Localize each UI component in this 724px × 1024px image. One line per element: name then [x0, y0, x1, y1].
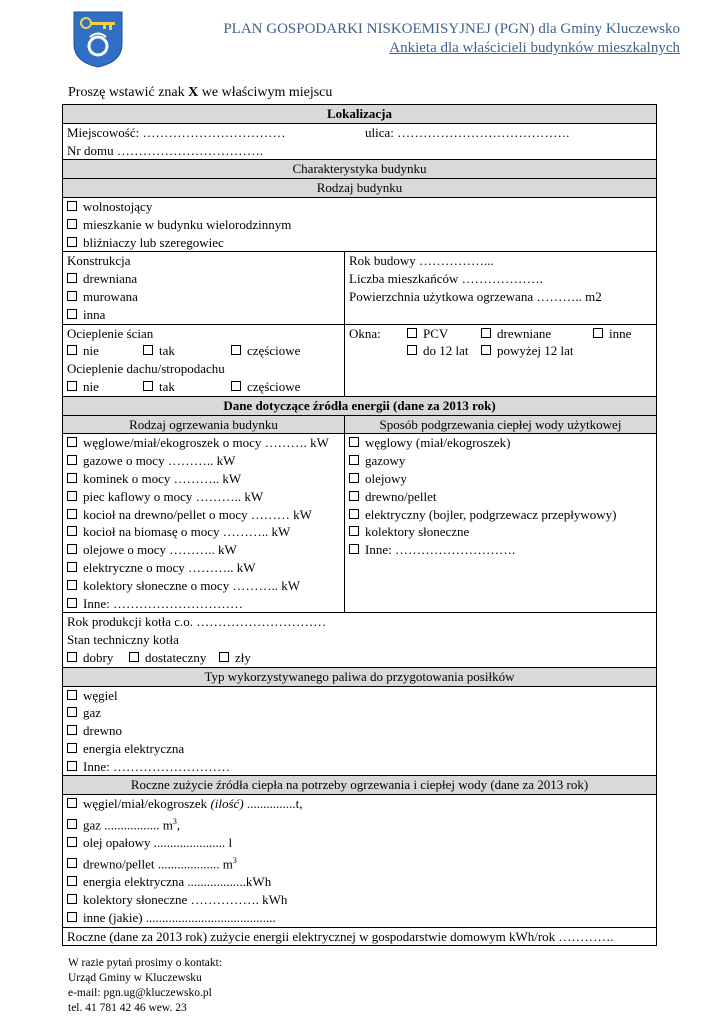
checkbox[interactable] [67, 219, 77, 229]
ogrzewanie-item[interactable]: gazowe o mocy ……….. kW [67, 452, 340, 470]
dach-nie[interactable]: nie [67, 378, 143, 396]
section-energia: Dane dotyczące źródła energii (dane za 2013 rok) [63, 396, 657, 415]
checkbox[interactable] [67, 598, 77, 608]
checkbox[interactable] [67, 291, 77, 301]
dach-tak[interactable]: tak [143, 378, 231, 396]
checkbox[interactable] [231, 345, 241, 355]
checkbox[interactable] [143, 381, 153, 391]
option-drewniana[interactable]: drewniana [67, 270, 340, 288]
woda-item[interactable]: drewno/pellet [349, 488, 652, 506]
zuzycie-kolektory[interactable]: kolektory słoneczne ……………. kWh [67, 891, 652, 909]
footer-email: e-mail: pgn.ug@kluczewsko.pl [68, 987, 212, 999]
checkbox[interactable] [143, 345, 153, 355]
checkbox[interactable] [349, 437, 359, 447]
checkbox[interactable] [67, 876, 77, 886]
checkbox[interactable] [67, 761, 77, 771]
konstrukcja-label: Konstrukcja [67, 253, 131, 269]
checkbox[interactable] [67, 437, 77, 447]
sciany-czesciowe[interactable]: częściowe [231, 342, 300, 360]
rok-budowy-field[interactable]: Rok budowy ……………... [349, 253, 494, 269]
gmina-coat-of-arms [72, 10, 124, 68]
checkbox[interactable] [67, 798, 77, 808]
zuzycie-inne[interactable]: inne (jakie) ........................................ [67, 909, 652, 927]
okna-label: Okna: [349, 325, 381, 341]
checkbox[interactable] [67, 858, 77, 868]
checkbox[interactable] [67, 345, 77, 355]
section-paliwo: Typ wykorzystywanego paliwa do przygotowania posiłków [63, 667, 657, 686]
checkbox[interactable] [349, 473, 359, 483]
checkbox[interactable] [67, 455, 77, 465]
checkbox[interactable] [67, 743, 77, 753]
paliwo-options [63, 686, 657, 776]
okna-powyzej-12-lat[interactable]: powyżej 12 lat [481, 342, 574, 360]
checkbox[interactable] [407, 328, 417, 338]
paliwo-item[interactable]: drewno [67, 722, 652, 740]
okna-pcv[interactable]: PCV [407, 325, 481, 343]
kociol-cell [63, 613, 657, 667]
okna-drewniane[interactable]: drewniane [481, 325, 593, 343]
zuzycie-drewno[interactable]: drewno/pellet ................... $m^3$ [67, 852, 652, 873]
checkbox[interactable] [67, 237, 77, 247]
checkbox[interactable] [67, 652, 77, 662]
option-blizniaczy[interactable]: bliźniaczy lub szeregowiec [67, 234, 652, 252]
ocieplenie-scian-label: Ocieplenie ścian [67, 325, 154, 341]
footer-line: Urząd Gminy w Kluczewsku [68, 972, 202, 984]
ogrzewanie-options [63, 434, 345, 613]
paliwo-item[interactable]: energia elektryczna [67, 740, 652, 758]
liczba-mieszkancow-field[interactable]: Liczba mieszkańców ………………. [349, 271, 543, 287]
contact-footer [68, 956, 222, 1016]
footer-line: W razie pytań prosimy o kontakt: [68, 957, 223, 969]
stan-zly[interactable]: zły [219, 649, 251, 667]
ogrzewanie-item[interactable]: olejowe o mocy ……….. kW [67, 541, 340, 559]
checkbox[interactable] [593, 328, 603, 338]
checkbox[interactable] [67, 580, 77, 590]
woda-item[interactable]: węglowy (miał/ekogroszek) [349, 434, 652, 452]
checkbox[interactable] [67, 544, 77, 554]
checkbox[interactable] [481, 328, 491, 338]
ocieplenie-cell [63, 324, 345, 396]
lokalizacja-fields [63, 123, 657, 160]
survey-subtitle: Ankieta dla właścicieli budynków mieszkalnych [389, 40, 680, 56]
option-wolnostojacy[interactable]: wolnostojący [67, 198, 652, 216]
checkbox[interactable] [67, 491, 77, 501]
option-wielorodzinny[interactable]: mieszkanie w budynku wielorodzinnym [67, 216, 652, 234]
stan-kotla-label: Stan techniczny kotła [67, 632, 179, 648]
checkbox[interactable] [129, 652, 139, 662]
checkbox[interactable] [349, 544, 359, 554]
stan-dobry[interactable]: dobry [67, 649, 129, 667]
section-rodzaj-budynku: Rodzaj budynku [63, 179, 657, 198]
checkbox[interactable] [349, 491, 359, 501]
woda-item[interactable]: gazowy [349, 452, 652, 470]
konstrukcja-cell [63, 252, 345, 324]
section-zuzycie: Roczne zużycie źródła ciepła na potrzeby ogrzewania i ciepłej wody (dane za 2013 rok) [63, 776, 657, 795]
zuzycie-options [63, 795, 657, 927]
option-inna[interactable]: inna [67, 306, 340, 324]
nr-domu-field[interactable]: Nr domu ……………………………. [67, 142, 264, 158]
checkbox[interactable] [67, 912, 77, 922]
checkbox[interactable] [349, 509, 359, 519]
plan-title: PLAN GOSPODARKI NISKOEMISYJNEJ (PGN) dla Gminy Kluczewsko [223, 21, 680, 37]
paliwo-item[interactable]: Inne: ……………………… [67, 758, 652, 776]
checkbox[interactable] [67, 837, 77, 847]
checkbox[interactable] [67, 725, 77, 735]
woda-item[interactable]: elektryczny (bojler, podgrzewacz przepływowy) [349, 506, 652, 524]
checkbox[interactable] [67, 273, 77, 283]
instruction [68, 85, 332, 101]
checkbox[interactable] [407, 345, 417, 355]
checkbox[interactable] [67, 894, 77, 904]
document-header [150, 20, 680, 58]
dach-czesciowe[interactable]: częściowe [231, 378, 300, 396]
checkbox[interactable] [67, 562, 77, 572]
okna-cell [345, 324, 657, 396]
instruction-text: Proszę wstawić znak [68, 85, 189, 100]
checkbox[interactable] [231, 381, 241, 391]
checkbox[interactable] [67, 201, 77, 211]
miejscowosc-field[interactable]: Miejscowość: …………………………… [67, 124, 286, 140]
checkbox[interactable] [67, 526, 77, 536]
ogrzewanie-item[interactable]: kominek o mocy ……….. kW [67, 470, 340, 488]
ogrzewanie-item[interactable]: piec kaflowy o mocy ……….. kW [67, 488, 340, 506]
checkbox[interactable] [67, 509, 77, 519]
instruction-mark: X [188, 85, 199, 100]
paliwo-item[interactable]: węgiel [67, 687, 652, 705]
instruction-text-end: we właściwym miejscu [198, 85, 333, 100]
col-header-ogrzewanie: Rodzaj ogrzewania budynku [63, 415, 345, 434]
ogrzewanie-item[interactable]: Inne: ………………………… [67, 595, 340, 613]
woda-item[interactable]: olejowy [349, 470, 652, 488]
checkbox[interactable] [67, 707, 77, 717]
woda-options [345, 434, 657, 613]
col-header-woda: Sposób podgrzewania ciepłej wody użytkowej [345, 415, 657, 434]
ocieplenie-dachu-label: Ocieplenie dachu/stropodachu [67, 361, 225, 377]
checkbox[interactable] [349, 526, 359, 536]
roczne-zuzycie-energii-field[interactable]: Roczne (dane za 2013 rok) zużycie energii elektrycznej w gospodarstwie domowym kWh/rok …………. [63, 927, 657, 946]
checkbox[interactable] [67, 309, 77, 319]
rok-produkcji-kotla-field[interactable]: Rok produkcji kotła c.o. ………………………… [67, 614, 327, 630]
budynek-info-cell [345, 252, 657, 324]
zuzycie-olej[interactable]: olej opałowy ...................... l [67, 834, 652, 852]
checkbox[interactable] [67, 690, 77, 700]
survey-form [62, 104, 657, 946]
okna-do-12-lat[interactable]: do 12 lat [407, 342, 481, 360]
option-murowana[interactable]: murowana [67, 288, 340, 306]
okna-inne[interactable]: inne [593, 325, 631, 343]
ogrzewanie-item[interactable]: kolektory słoneczne o mocy ……….. kW [67, 577, 340, 595]
sciany-nie[interactable]: nie [67, 342, 143, 360]
ogrzewanie-item[interactable]: kocioł na drewno/pellet o mocy ……… kW [67, 506, 340, 524]
zuzycie-energia[interactable]: energia elektryczna ..................kWh [67, 873, 652, 891]
checkbox[interactable] [349, 455, 359, 465]
paliwo-item[interactable]: gaz [67, 704, 652, 722]
checkbox[interactable] [67, 473, 77, 483]
checkbox[interactable] [481, 345, 491, 355]
footer-phone: tel. 41 781 42 46 wew. 23 [68, 1002, 187, 1014]
ulica-field[interactable]: ulica: …………………………………. [365, 124, 570, 140]
woda-item[interactable]: kolektory słoneczne [349, 523, 652, 541]
sciany-tak[interactable]: tak [143, 342, 231, 360]
woda-item[interactable]: Inne: ………………………. [349, 541, 652, 559]
ogrzewanie-item[interactable]: elektryczne o mocy ……….. kW [67, 559, 340, 577]
section-charakterystyka: Charakterystyka budynku [63, 160, 657, 179]
stan-dostateczny[interactable]: dostateczny [129, 649, 219, 667]
zuzycie-wegiel[interactable]: węgiel/miał/ekogroszek (ilość) ...............t, [67, 795, 652, 813]
checkbox[interactable] [67, 819, 77, 829]
ogrzewanie-item[interactable]: węglowe/miał/ekogroszek o mocy ………. kW [67, 434, 340, 452]
section-lokalizacja: Lokalizacja [63, 105, 657, 124]
ogrzewanie-item[interactable]: kocioł na biomasę o mocy ……….. kW [67, 523, 340, 541]
checkbox[interactable] [219, 652, 229, 662]
rodzaj-budynku-options [63, 197, 657, 251]
powierzchnia-field[interactable]: Powierzchnia użytkowa ogrzewana ……….. m2 [349, 288, 602, 304]
zuzycie-gaz[interactable]: gaz ................. $m^3$, [67, 813, 652, 834]
checkbox[interactable] [67, 381, 77, 391]
